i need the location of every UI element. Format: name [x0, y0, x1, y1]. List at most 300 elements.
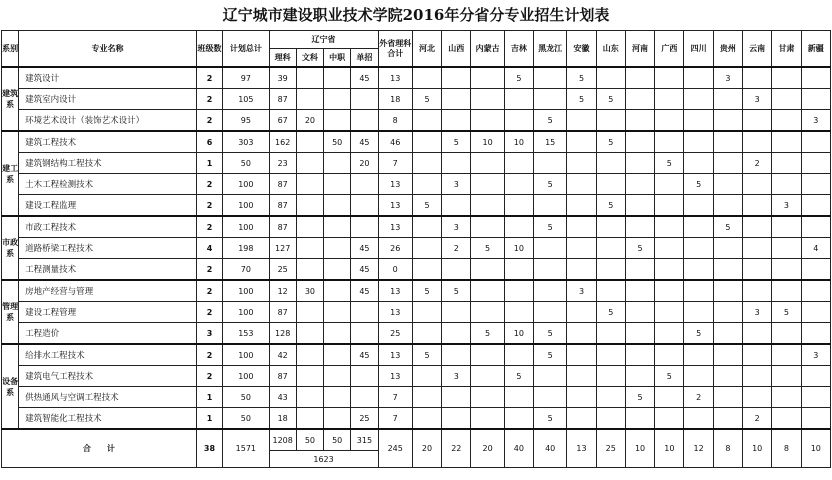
province-value	[412, 131, 441, 153]
class-count: 2	[196, 344, 222, 366]
province-value	[504, 280, 533, 302]
province-value: 2	[743, 408, 772, 430]
province-value	[442, 408, 471, 430]
liaoning-value	[296, 238, 323, 259]
province-value	[471, 153, 504, 174]
plan-total: 50	[223, 408, 269, 430]
province-value: 5	[442, 280, 471, 302]
province-value	[442, 302, 471, 323]
province-value	[801, 366, 830, 387]
province-value	[625, 174, 654, 195]
out-province-total: 13	[378, 195, 412, 217]
plan-total: 50	[223, 153, 269, 174]
province-value	[596, 387, 625, 408]
major-name: 建筑设计	[19, 67, 197, 89]
province-value	[684, 408, 713, 430]
province-value	[713, 89, 742, 110]
out-province-total: 13	[378, 67, 412, 89]
header-province: 云南	[743, 31, 772, 68]
province-value	[743, 67, 772, 89]
liaoning-value: 25	[351, 408, 378, 430]
major-name: 建筑智能化工程技术	[19, 408, 197, 430]
class-count: 2	[196, 366, 222, 387]
province-value	[412, 238, 441, 259]
plan-total: 100	[223, 216, 269, 238]
plan-total: 105	[223, 89, 269, 110]
province-value	[625, 323, 654, 345]
province-value	[442, 153, 471, 174]
province-value	[412, 387, 441, 408]
major-name: 建筑工程技术	[19, 131, 197, 153]
header-province: 贵州	[713, 31, 742, 68]
header-li-single: 单招	[351, 49, 378, 68]
province-value	[567, 216, 596, 238]
dept-cell: 市政系	[2, 216, 19, 280]
province-value: 5	[684, 174, 713, 195]
out-province-total: 26	[378, 238, 412, 259]
province-value	[801, 174, 830, 195]
province-value: 5	[684, 323, 713, 345]
province-value	[596, 259, 625, 281]
province-value	[713, 259, 742, 281]
province-value	[772, 259, 801, 281]
class-count: 1	[196, 408, 222, 430]
province-value	[772, 89, 801, 110]
major-name: 环境艺术设计（装饰艺术设计）	[19, 110, 197, 132]
liaoning-value: 87	[269, 366, 296, 387]
province-value	[625, 153, 654, 174]
total-province: 20	[412, 429, 441, 468]
province-value	[743, 259, 772, 281]
province-value	[412, 259, 441, 281]
province-value	[471, 195, 504, 217]
province-value	[625, 89, 654, 110]
liaoning-value: 87	[269, 302, 296, 323]
out-province-total: 13	[378, 216, 412, 238]
province-value	[412, 153, 441, 174]
class-count: 2	[196, 280, 222, 302]
province-value	[743, 323, 772, 345]
liaoning-value: 45	[351, 259, 378, 281]
province-value	[567, 323, 596, 345]
province-value	[655, 89, 684, 110]
province-value	[596, 153, 625, 174]
dept-cell: 建工系	[2, 131, 19, 216]
province-value: 5	[534, 216, 567, 238]
total-province: 20	[471, 429, 504, 468]
province-value	[504, 174, 533, 195]
province-value	[442, 195, 471, 217]
province-value	[743, 280, 772, 302]
province-value	[655, 302, 684, 323]
province-value	[625, 302, 654, 323]
province-value: 5	[655, 366, 684, 387]
plan-total: 153	[223, 323, 269, 345]
plan-total: 100	[223, 302, 269, 323]
liaoning-value	[296, 131, 323, 153]
liaoning-value: 45	[351, 131, 378, 153]
province-value: 5	[412, 195, 441, 217]
table-row	[2, 238, 831, 259]
header-province: 黑龙江	[534, 31, 567, 68]
liaoning-value: 30	[296, 280, 323, 302]
province-value: 10	[504, 238, 533, 259]
province-value	[567, 302, 596, 323]
total-province: 40	[534, 429, 567, 468]
province-value	[625, 259, 654, 281]
class-count: 2	[196, 195, 222, 217]
province-value	[743, 195, 772, 217]
liaoning-value	[351, 174, 378, 195]
total-li: 315	[351, 429, 378, 451]
total-province: 10	[801, 429, 830, 468]
table-row	[2, 110, 831, 132]
province-value	[684, 153, 713, 174]
liaoning-value: 87	[269, 174, 296, 195]
class-count: 6	[196, 131, 222, 153]
out-province-total: 13	[378, 174, 412, 195]
plan-total: 100	[223, 195, 269, 217]
liaoning-value: 20	[351, 153, 378, 174]
province-value	[772, 131, 801, 153]
province-value	[713, 280, 742, 302]
province-value	[471, 302, 504, 323]
dept-cell: 设备系	[2, 344, 19, 429]
province-value	[442, 89, 471, 110]
province-value	[655, 216, 684, 238]
out-province-total: 13	[378, 280, 412, 302]
province-value: 3	[801, 344, 830, 366]
out-province-total: 8	[378, 110, 412, 132]
liaoning-value: 128	[269, 323, 296, 345]
province-value	[801, 302, 830, 323]
liaoning-value	[324, 344, 351, 366]
province-value	[684, 259, 713, 281]
province-value	[713, 323, 742, 345]
class-count: 1	[196, 387, 222, 408]
province-value	[534, 387, 567, 408]
province-value: 5	[534, 344, 567, 366]
province-value	[713, 238, 742, 259]
class-count: 2	[196, 259, 222, 281]
class-count: 2	[196, 216, 222, 238]
province-value	[743, 366, 772, 387]
province-value: 3	[442, 216, 471, 238]
liaoning-value	[296, 259, 323, 281]
total-li: 50	[324, 429, 351, 451]
liaoning-value	[296, 174, 323, 195]
province-value: 2	[743, 153, 772, 174]
out-province-total: 18	[378, 89, 412, 110]
major-name: 建筑室内设计	[19, 89, 197, 110]
province-value	[534, 89, 567, 110]
major-name: 土木工程检测技术	[19, 174, 197, 195]
header-province: 新疆	[801, 31, 830, 68]
liaoning-value	[324, 387, 351, 408]
province-value	[801, 195, 830, 217]
province-value: 3	[743, 89, 772, 110]
class-count: 2	[196, 302, 222, 323]
province-value	[684, 302, 713, 323]
province-value: 5	[412, 89, 441, 110]
province-value	[625, 195, 654, 217]
plan-total: 100	[223, 344, 269, 366]
province-value	[713, 195, 742, 217]
province-value	[713, 387, 742, 408]
header-province: 安徽	[567, 31, 596, 68]
header-province: 山西	[442, 31, 471, 68]
total-out: 245	[378, 429, 412, 468]
dept-cell: 建筑系	[2, 67, 19, 131]
plan-total: 50	[223, 387, 269, 408]
province-value	[596, 67, 625, 89]
plan-total: 303	[223, 131, 269, 153]
liaoning-value	[324, 302, 351, 323]
province-value: 2	[684, 387, 713, 408]
province-value	[471, 408, 504, 430]
total-province: 40	[504, 429, 533, 468]
province-value	[684, 67, 713, 89]
province-value	[442, 259, 471, 281]
province-value	[596, 110, 625, 132]
liaoning-value: 43	[269, 387, 296, 408]
total-province: 12	[684, 429, 713, 468]
liaoning-value	[296, 323, 323, 345]
total-province: 10	[655, 429, 684, 468]
province-value	[684, 89, 713, 110]
province-value	[412, 408, 441, 430]
province-value	[596, 408, 625, 430]
province-value	[596, 216, 625, 238]
province-value: 5	[534, 323, 567, 345]
liaoning-value: 39	[269, 67, 296, 89]
province-value	[655, 387, 684, 408]
province-value: 3	[442, 174, 471, 195]
province-value	[412, 366, 441, 387]
liaoning-value	[296, 344, 323, 366]
province-value: 5	[567, 89, 596, 110]
province-value	[713, 344, 742, 366]
province-value	[596, 323, 625, 345]
out-province-total: 46	[378, 131, 412, 153]
out-province-total: 7	[378, 387, 412, 408]
header-li-science: 理科	[269, 49, 296, 68]
plan-total: 95	[223, 110, 269, 132]
major-name: 道路桥梁工程技术	[19, 238, 197, 259]
province-value: 5	[567, 67, 596, 89]
province-value	[713, 302, 742, 323]
province-value	[655, 280, 684, 302]
province-value	[743, 174, 772, 195]
liaoning-value: 45	[351, 344, 378, 366]
table-row	[2, 195, 831, 217]
liaoning-value	[324, 67, 351, 89]
major-name: 市政工程技术	[19, 216, 197, 238]
province-value	[442, 110, 471, 132]
header-province: 甘肃	[772, 31, 801, 68]
total-province: 8	[713, 429, 742, 468]
liaoning-value: 162	[269, 131, 296, 153]
province-value	[442, 387, 471, 408]
province-value	[801, 89, 830, 110]
province-value: 3	[567, 280, 596, 302]
total-province: 22	[442, 429, 471, 468]
province-value	[504, 216, 533, 238]
total-province: 25	[596, 429, 625, 468]
province-value	[684, 110, 713, 132]
province-value	[743, 131, 772, 153]
major-name: 工程造价	[19, 323, 197, 345]
province-value	[772, 153, 801, 174]
liaoning-value: 12	[269, 280, 296, 302]
province-value: 5	[504, 67, 533, 89]
province-value	[625, 408, 654, 430]
province-value	[534, 302, 567, 323]
province-value	[625, 280, 654, 302]
table-total	[2, 429, 831, 468]
province-value	[412, 110, 441, 132]
province-value	[504, 302, 533, 323]
province-value: 5	[625, 238, 654, 259]
province-value	[412, 323, 441, 345]
province-value	[567, 344, 596, 366]
total-province: 10	[743, 429, 772, 468]
province-value	[504, 89, 533, 110]
province-value	[655, 259, 684, 281]
total-classes: 38	[196, 429, 222, 468]
liaoning-value: 67	[269, 110, 296, 132]
province-value	[684, 280, 713, 302]
province-value	[801, 280, 830, 302]
header-province: 山东	[596, 31, 625, 68]
liaoning-value: 87	[269, 195, 296, 217]
province-value	[534, 280, 567, 302]
province-value	[471, 89, 504, 110]
province-value	[412, 174, 441, 195]
province-value	[442, 323, 471, 345]
province-value	[471, 259, 504, 281]
province-value	[801, 408, 830, 430]
province-value	[596, 238, 625, 259]
province-value	[772, 67, 801, 89]
province-value: 5	[442, 131, 471, 153]
class-count: 2	[196, 110, 222, 132]
out-province-total: 7	[378, 153, 412, 174]
liaoning-value	[324, 280, 351, 302]
province-value	[504, 408, 533, 430]
table-row	[2, 344, 831, 366]
liaoning-value: 87	[269, 89, 296, 110]
province-value	[534, 366, 567, 387]
province-value	[596, 366, 625, 387]
header-out-total: 外省理科合计	[378, 31, 412, 68]
out-province-total: 13	[378, 366, 412, 387]
province-value	[713, 174, 742, 195]
out-province-total: 0	[378, 259, 412, 281]
province-value: 5	[534, 408, 567, 430]
liaoning-value	[296, 302, 323, 323]
province-value	[684, 238, 713, 259]
province-value: 5	[534, 174, 567, 195]
province-value: 5	[713, 216, 742, 238]
header-li-arts: 文科	[296, 49, 323, 68]
province-value	[801, 323, 830, 345]
liaoning-value: 23	[269, 153, 296, 174]
province-value	[772, 110, 801, 132]
liaoning-value: 42	[269, 344, 296, 366]
province-value	[504, 110, 533, 132]
province-value: 5	[504, 366, 533, 387]
province-value	[412, 67, 441, 89]
province-value	[471, 216, 504, 238]
liaoning-value	[351, 366, 378, 387]
province-value	[567, 195, 596, 217]
province-value	[471, 110, 504, 132]
province-value	[655, 408, 684, 430]
province-value	[567, 366, 596, 387]
province-value	[504, 195, 533, 217]
province-value	[567, 174, 596, 195]
liaoning-value	[351, 302, 378, 323]
province-value	[801, 387, 830, 408]
province-value: 4	[801, 238, 830, 259]
province-value	[534, 259, 567, 281]
header-province: 广西	[655, 31, 684, 68]
liaoning-value	[324, 238, 351, 259]
province-value	[801, 131, 830, 153]
header-province: 河南	[625, 31, 654, 68]
plan-total: 100	[223, 366, 269, 387]
table-row	[2, 366, 831, 387]
out-province-total: 25	[378, 323, 412, 345]
liaoning-value	[296, 216, 323, 238]
plan-total: 97	[223, 67, 269, 89]
province-value: 2	[442, 238, 471, 259]
class-count: 2	[196, 174, 222, 195]
province-value	[504, 387, 533, 408]
province-value	[471, 67, 504, 89]
liaoning-value	[351, 195, 378, 217]
province-value	[442, 67, 471, 89]
province-value: 5	[596, 302, 625, 323]
liaoning-value: 45	[351, 67, 378, 89]
out-province-total: 7	[378, 408, 412, 430]
class-count: 1	[196, 153, 222, 174]
province-value: 10	[504, 323, 533, 345]
province-value	[412, 216, 441, 238]
province-value: 15	[534, 131, 567, 153]
province-value	[801, 153, 830, 174]
table-body	[2, 67, 831, 429]
province-value	[655, 195, 684, 217]
province-value	[655, 174, 684, 195]
province-value: 5	[412, 280, 441, 302]
table-row	[2, 153, 831, 174]
province-value	[655, 238, 684, 259]
province-value	[684, 344, 713, 366]
province-value	[801, 259, 830, 281]
province-value	[713, 153, 742, 174]
province-value	[713, 131, 742, 153]
liaoning-value	[324, 195, 351, 217]
liaoning-value	[296, 366, 323, 387]
province-value	[655, 344, 684, 366]
province-value: 5	[772, 302, 801, 323]
header-plan-total: 计划总计	[223, 31, 269, 68]
province-value	[442, 344, 471, 366]
province-value	[655, 323, 684, 345]
major-name: 建筑电气工程技术	[19, 366, 197, 387]
